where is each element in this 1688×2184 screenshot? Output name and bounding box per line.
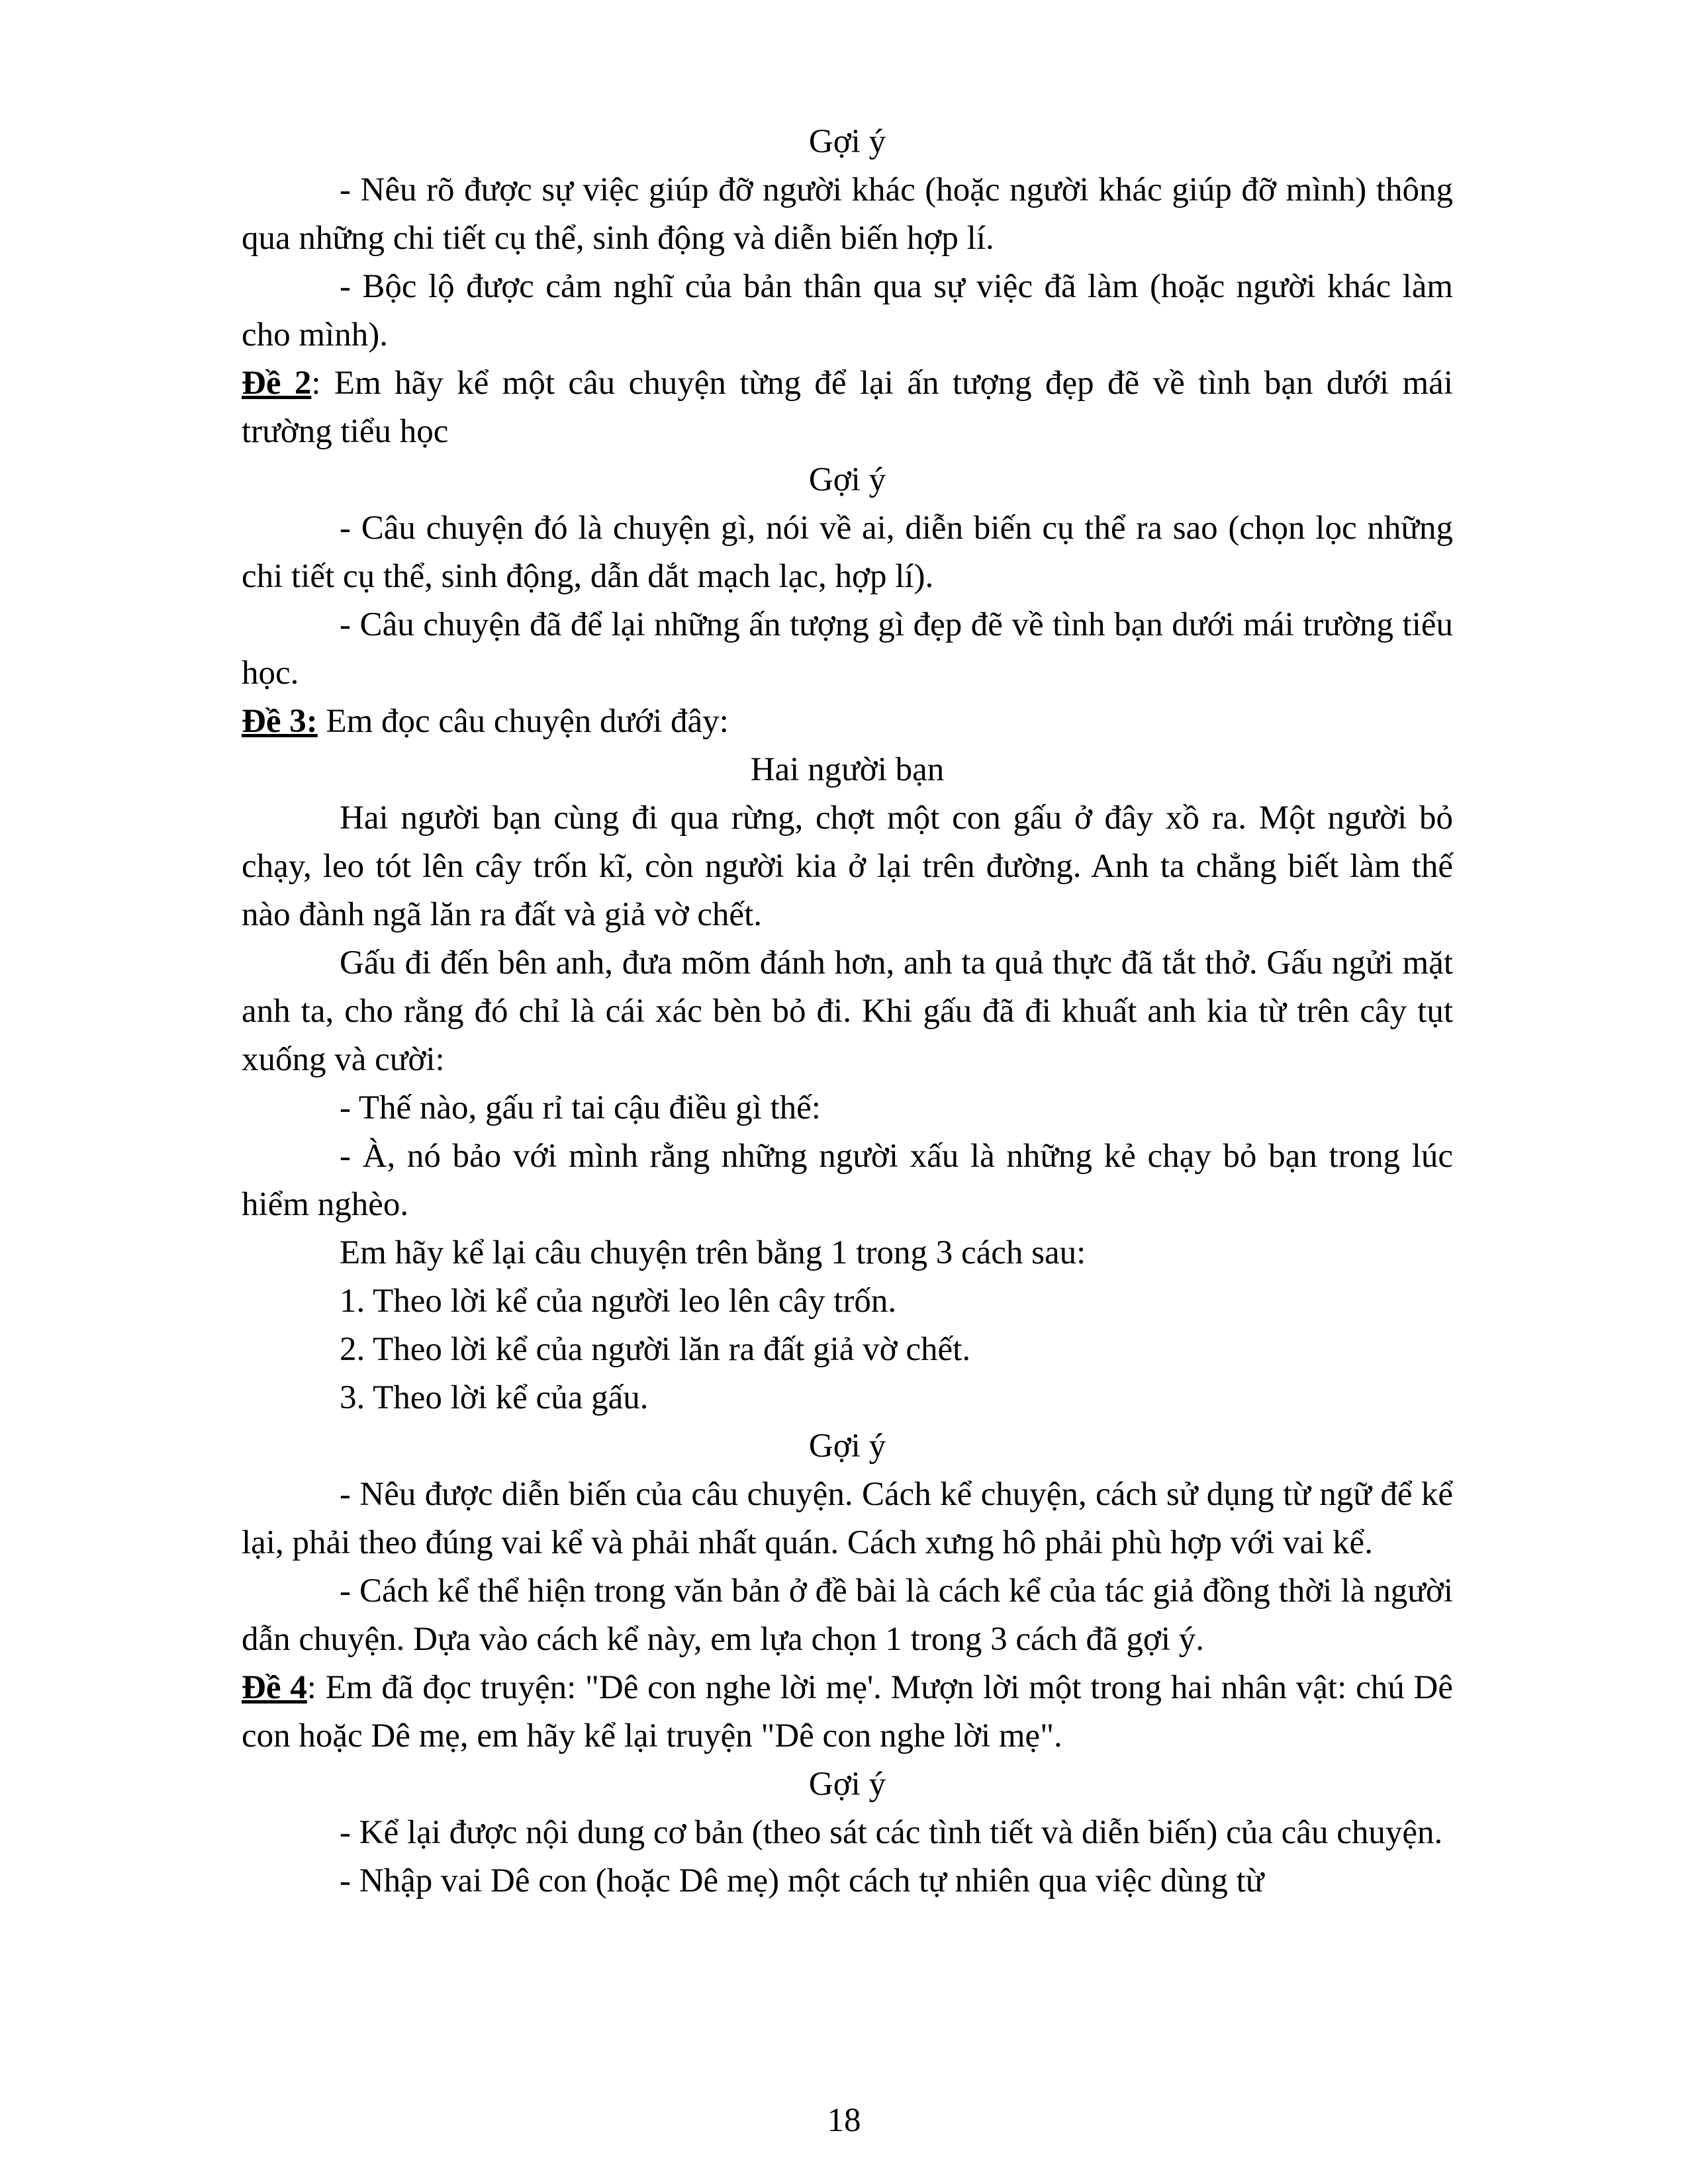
hint-item: - Nhập vai Dê con (hoặc Dê mẹ) một cách tự nhiên qua việc dùng từ xyxy=(340,1862,1264,1899)
story-title: Hai người bạn xyxy=(750,751,945,788)
hint-item: - Nêu rõ được sự việc giúp đỡ người khác (hoặc người khác giúp đỡ mình) thông qua những chi tiết cụ thể, sinh động và diễn biến hợp lí. xyxy=(242,171,1453,257)
document-page xyxy=(242,118,1453,1905)
question-text: Em đọc câu chuyện dưới đây: xyxy=(317,703,729,740)
page-number: 18 xyxy=(827,2102,861,2139)
question-de-4 xyxy=(242,1664,1453,1760)
story-dialogue: - Thế nào, gấu rỉ tai cậu điều gì thế: xyxy=(340,1089,821,1126)
story-dialogue: - À, nó bảo với mình rằng những người xấu là những kẻ chạy bỏ bạn trong lúc hiểm nghèo. xyxy=(242,1138,1453,1223)
question-separator: : xyxy=(306,1669,316,1706)
hint-item: - Bộc lộ được cảm nghĩ của bản thân qua sự việc đã làm (hoặc người khác làm cho mình). xyxy=(242,268,1453,353)
question-separator: : xyxy=(311,365,321,402)
question-label: Đề 2 xyxy=(242,365,312,402)
task-instruction: Em hãy kể lại câu chuyện trên bằng 1 trong 3 cách sau: xyxy=(340,1234,1086,1271)
hint-item: - Câu chuyện đã để lại những ấn tượng gì đẹp đẽ về tình bạn dưới mái trường tiểu học. xyxy=(242,606,1453,692)
hint-heading: Gợi ý xyxy=(808,1428,886,1465)
task-option: 2. Theo lời kể của người lăn ra đất giả vờ chết. xyxy=(340,1331,971,1368)
task-option: 3. Theo lời kể của gấu. xyxy=(340,1379,649,1416)
hint-heading: Gợi ý xyxy=(808,461,886,498)
hint-item: - Kể lại được nội dung cơ bản (theo sát các tình tiết và diễn biến) của câu chuyện. xyxy=(340,1814,1443,1851)
hint-item: - Câu chuyện đó là chuyện gì, nói về ai, diễn biến cụ thể ra sao (chọn lọc những chi tiết cụ thể, sinh động, dẫn dắt mạch lạc, hợp lí). xyxy=(242,510,1453,595)
hint-item: - Nêu được diễn biến của câu chuyện. Cách kể chuyện, cách sử dụng từ ngữ để kể lại, phải theo đúng vai kể và phải nhất quán. Cách xưng hô phải phù hợp với vai kể. xyxy=(242,1476,1453,1561)
question-de-2 xyxy=(242,359,1453,456)
hint-item: - Cách kể thể hiện trong văn bản ở đề bài là cách kể của tác giả đồng thời là người dẫn chuyện. Dựa vào cách kể này, em lựa chọn 1 trong 3 cách đã gợi ý. xyxy=(242,1572,1453,1658)
hint-heading: Gợi ý xyxy=(808,123,886,160)
question-de-3 xyxy=(242,698,1453,746)
story-paragraph: Gấu đi đến bên anh, đưa mõm đánh hơn, anh ta quả thực đã tắt thở. Gấu ngửi mặt anh ta, cho rằng đó chỉ là cái xác bèn bỏ đi. Khi gấu đã đi khuất anh kia từ trên cây tụt xuống và cười: xyxy=(242,944,1453,1078)
question-text: Em đã đọc truyện: "Dê con nghe lời mẹ'. Mượn lời một trong hai nhân vật: chú Dê con hoặc Dê mẹ, em hãy kể lại truyện "Dê con nghe lời mẹ". xyxy=(242,1669,1453,1754)
hint-heading: Gợi ý xyxy=(808,1766,886,1803)
question-label: Đề 4 xyxy=(242,1669,307,1706)
question-text: Em hãy kể một câu chuyện từng để lại ấn tượng đẹp đẽ về tình bạn dưới mái trường tiểu học xyxy=(242,365,1453,450)
question-label: Đề 3: xyxy=(242,703,318,740)
story-paragraph: Hai người bạn cùng đi qua rừng, chợt một con gấu ở đây xồ ra. Một người bỏ chạy, leo tót lên cây trốn kĩ, còn người kia ở lại trên đường. Anh ta chẳng biết làm thế nào đành ngã lăn ra đất và giả vờ chết. xyxy=(242,799,1453,933)
task-option: 1. Theo lời kể của người leo lên cây trốn. xyxy=(340,1283,897,1320)
